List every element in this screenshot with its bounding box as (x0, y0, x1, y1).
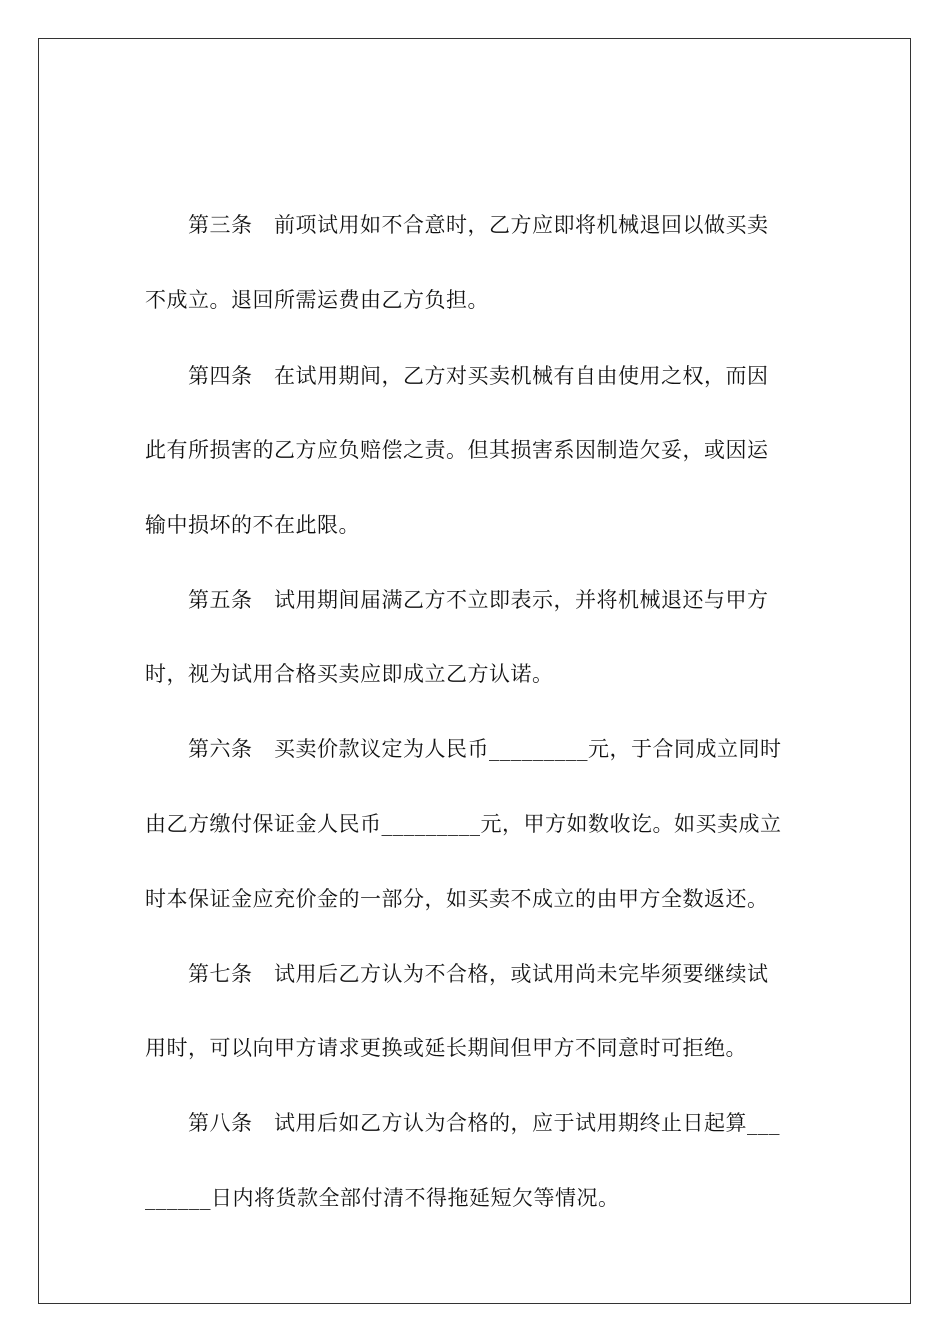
article-6-line-3: 时本保证金应充价金的一部分，如买卖不成立的由甲方全数返还。 (145, 887, 769, 911)
article-3-line-2: 不成立。退回所需运费由乙方负担。 (145, 288, 489, 312)
article-5-line-1: 第五条 试用期间届满乙方不立即表示，并将机械退还与甲方 (188, 588, 769, 612)
article-8-line-2: ______日内将货款全部付清不得拖延短欠等情况。 (145, 1186, 620, 1210)
article-8-line-1: 第八条 试用后如乙方认为合格的，应于试用期终止日起算___ (188, 1111, 780, 1135)
article-6-line-2: 由乙方缴付保证金人民币_________元，甲方如数收讫。如买卖成立 (145, 812, 782, 836)
article-6-line-1: 第六条 买卖价款议定为人民币_________元，于合同成立同时 (188, 737, 782, 761)
article-7-line-2: 用时，可以向甲方请求更换或延长期间但甲方不同意时可拒绝。 (145, 1036, 747, 1060)
article-5-line-2: 时，视为试用合格买卖应即成立乙方认诺。 (145, 662, 554, 686)
article-7-line-1: 第七条 试用后乙方认为不合格，或试用尚未完毕须要继续试 (188, 962, 769, 986)
article-4-line-1: 第四条 在试用期间，乙方对买卖机械有自由使用之权，而因 (188, 364, 769, 388)
article-3-line-1: 第三条 前项试用如不合意时，乙方应即将机械退回以做买卖 (188, 213, 769, 237)
article-4-line-2: 此有所损害的乙方应负赔偿之责。但其损害系因制造欠妥，或因运 (145, 438, 769, 462)
article-4-line-3: 输中损坏的不在此限。 (145, 513, 360, 537)
